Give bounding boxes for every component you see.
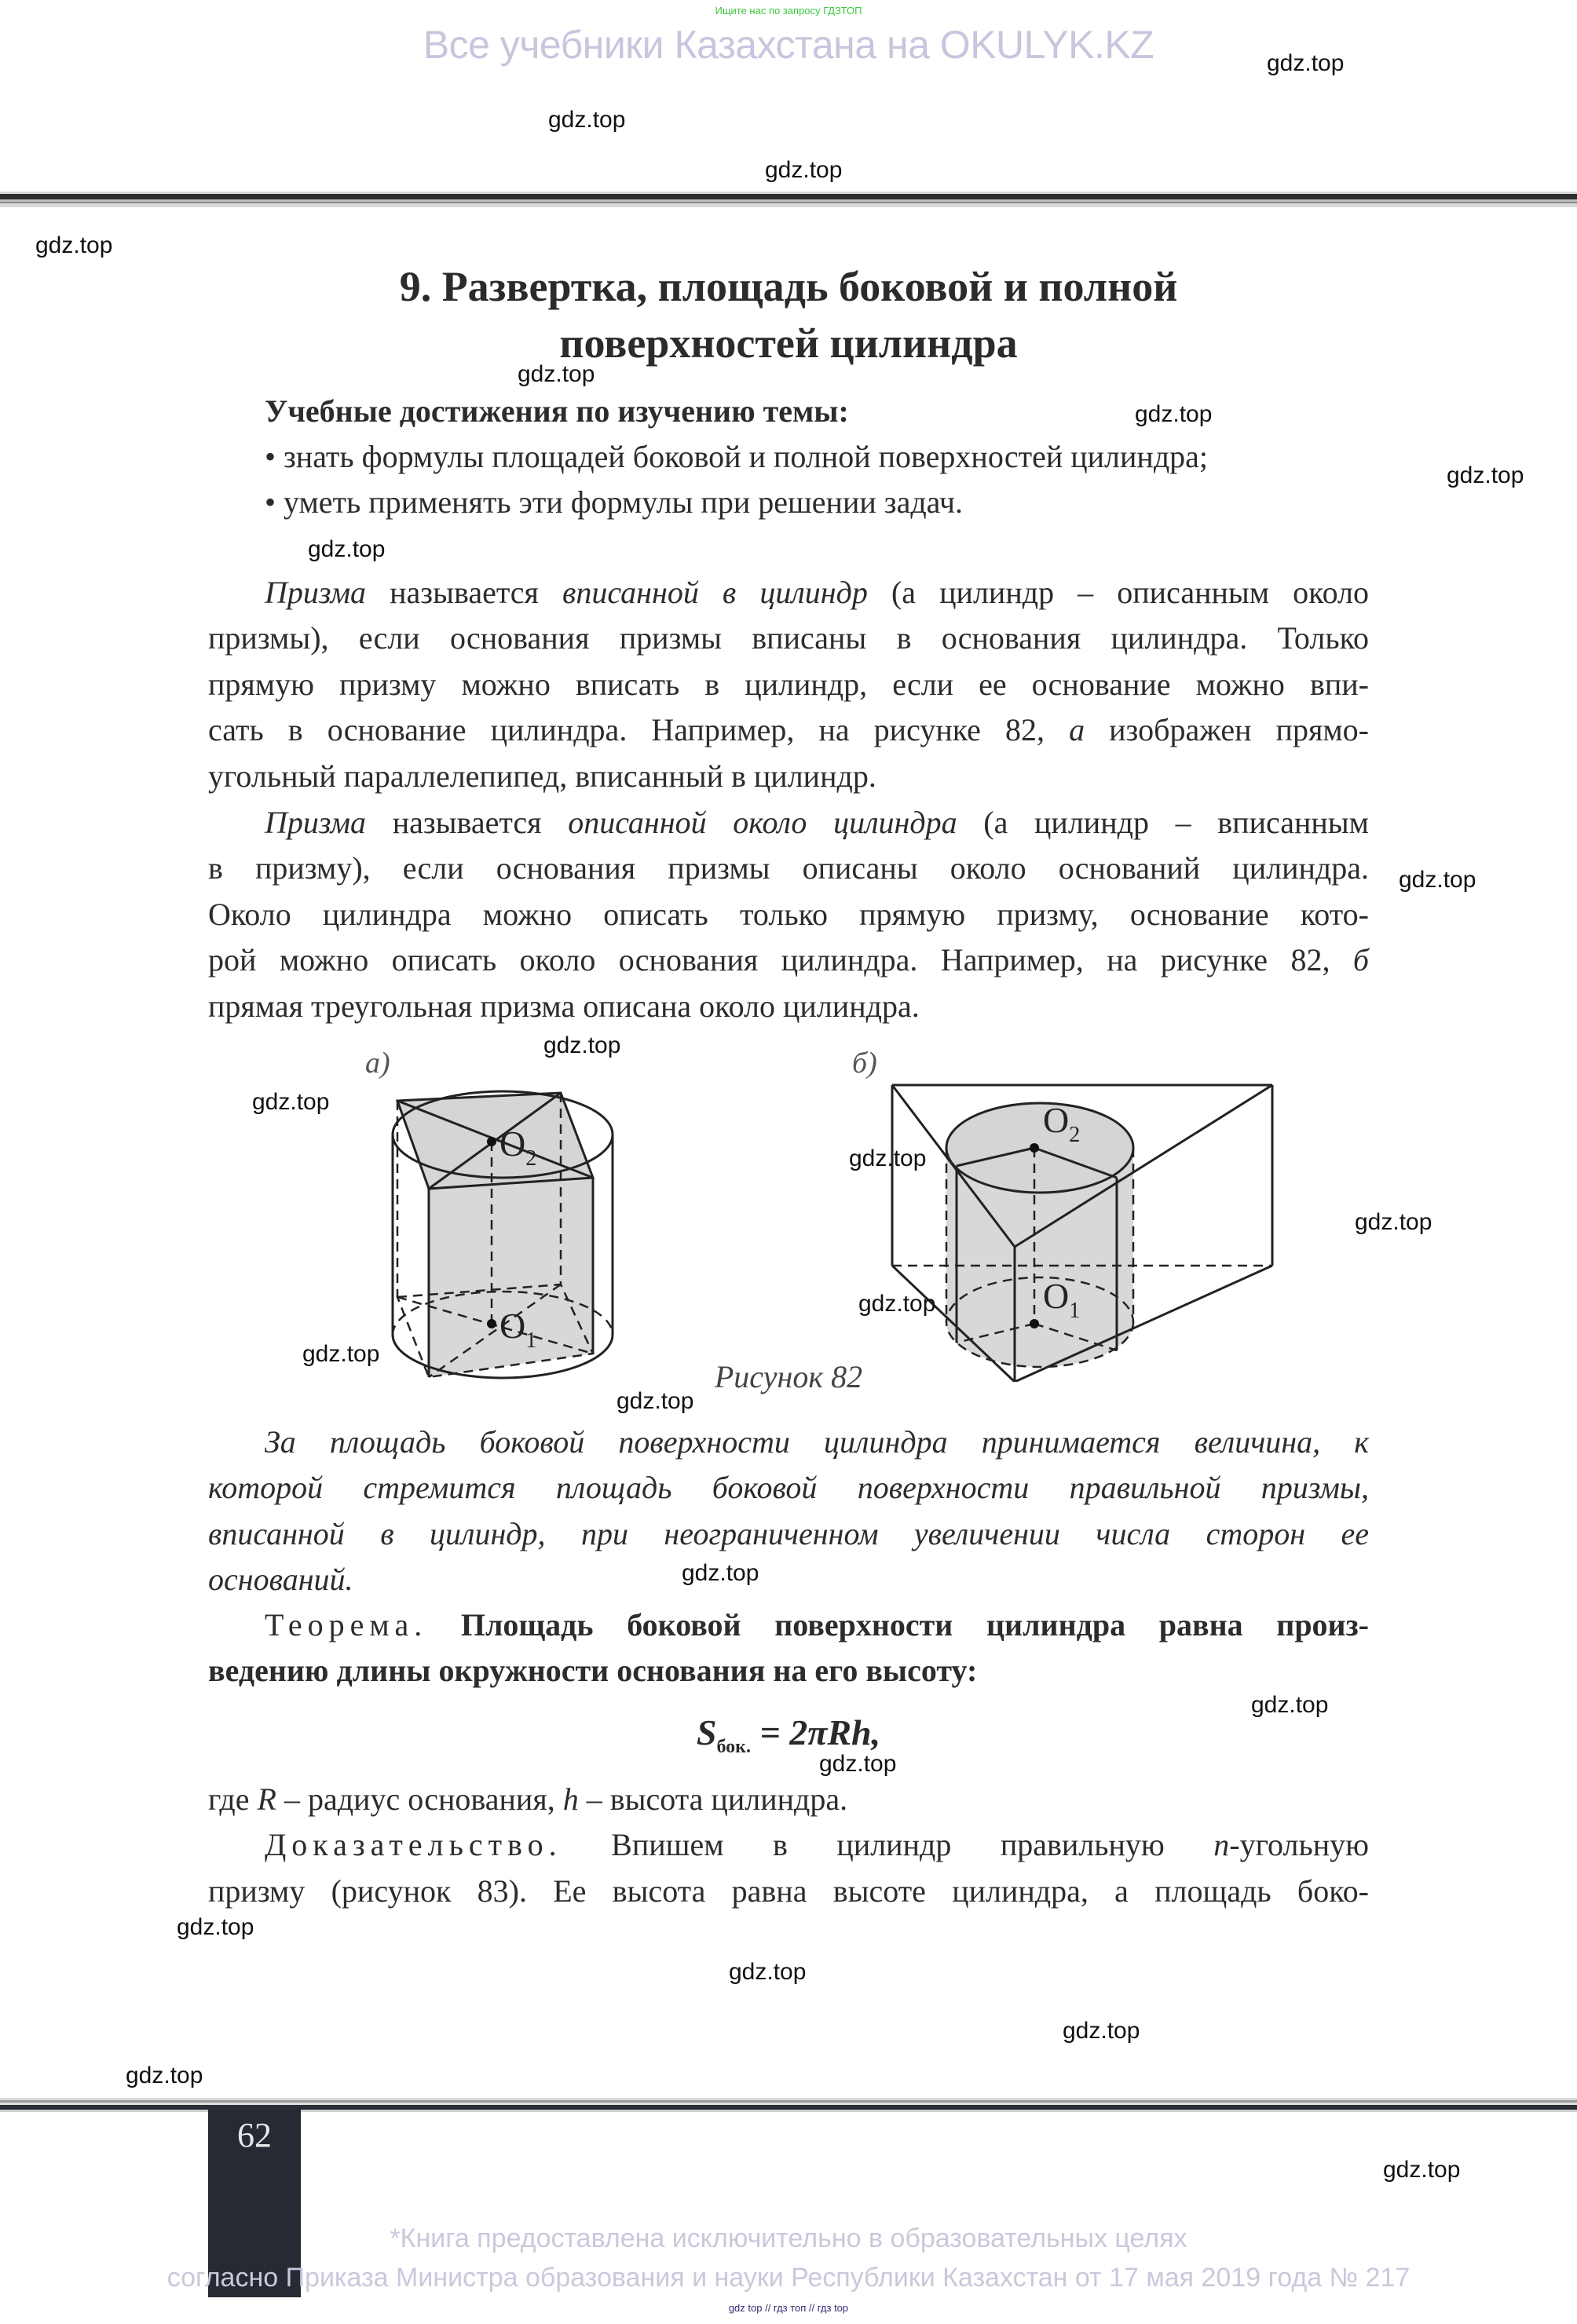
footer-note-line1: *Книга предоставлена исключительно в образовательных целях: [390, 2224, 1187, 2253]
var-n: n: [1213, 1827, 1230, 1862]
definition-line: За площадь боковой поверхности цилиндра принимается величина, к: [265, 1424, 1369, 1460]
watermark-text: gdz.top: [819, 1751, 897, 1777]
term-prism: Призма: [265, 805, 367, 840]
point-o1-label: $O_1$: [1043, 1276, 1081, 1323]
text: – радиус основания,: [276, 1781, 563, 1817]
section-title-line1: 9. Развертка, площадь боковой и полной: [399, 263, 1178, 310]
watermark-text: gdz.top: [1355, 1209, 1432, 1235]
footer-note-line2: согласно Приказа Министра образования и науки Республики Казахстан от 17 мая 2019 года № 217: [166, 2263, 1411, 2293]
top-rule-divider: [0, 192, 1577, 207]
text: – высота цилиндра.: [578, 1781, 848, 1817]
definition-line: вписанной в цилиндр, при неограниченном увеличении числа сторон ее: [208, 1516, 1369, 1551]
watermark-text: gdz.top: [682, 1560, 759, 1586]
formula-subscript: бок.: [716, 1737, 751, 1758]
text: называется: [366, 805, 569, 840]
inscribed-prism-cylinder-figure: [377, 1068, 628, 1382]
page-number: 62: [237, 2116, 272, 2154]
watermark-text: gdz.top: [177, 1914, 254, 1940]
paragraph1-line: прямую призму можно вписать в цилиндр, если ее основание можно впи-: [208, 667, 1369, 702]
watermark-text: gdz.top: [252, 1089, 330, 1115]
figure-label-a: а): [365, 1047, 390, 1080]
point-o1-label: $O_1$: [499, 1306, 537, 1353]
figure-label-b: б): [852, 1047, 877, 1080]
term-circumscribed: описанной около цилиндра: [568, 805, 957, 840]
lateral-area-formula: [0, 1712, 1577, 1758]
theorem-label: Теорема.: [265, 1607, 428, 1643]
definition-line: которой стремится площадь боковой поверхности правильной призмы,: [208, 1470, 1369, 1505]
site-banner[interactable]: Все учебники Казахстана на OKULYK.KZ: [423, 23, 1154, 67]
proof-label: Доказательство.: [265, 1827, 562, 1862]
text: Впишем в цилиндр правильную: [562, 1827, 1214, 1862]
watermark-text: gdz.top: [765, 157, 843, 183]
watermark-text: gdz.top: [543, 1032, 621, 1058]
watermark-text: gdz.top: [1399, 867, 1476, 893]
theorem-line2: ведению длины окружности основания на его высоту:: [208, 1653, 978, 1688]
theorem-text: Площадь боковой поверхности цилиндра равна произ-: [427, 1607, 1369, 1643]
footer-tiny-links[interactable]: gdz top // гдз топ // гдз top: [728, 2302, 849, 2314]
point-o2-label: $O_2$: [1043, 1100, 1081, 1147]
watermark-text: gdz.top: [302, 1341, 380, 1367]
watermark-text: gdz.top: [1251, 1692, 1329, 1718]
text: сать в основание цилиндра. Например, на рисунке 82,: [208, 712, 1045, 747]
proof-line1: [265, 1829, 1369, 1861]
watermark-text: gdz.top: [126, 2063, 203, 2088]
text: рой можно описать около основания цилиндра. Например, на рисунке 82,: [208, 942, 1330, 977]
watermark-text: gdz.top: [729, 1959, 807, 1985]
formula-lhs: S: [696, 1712, 717, 1752]
learning-outcomes-heading: Учебные достижения по изучению темы:: [265, 393, 849, 429]
formula-rhs: = 2πRh,: [751, 1712, 881, 1752]
figure-ref-b: б: [1352, 942, 1369, 977]
watermark-text: gdz.top: [308, 536, 386, 562]
text: где: [208, 1781, 258, 1817]
var-h: h: [562, 1781, 579, 1817]
text: (а цилиндр – описанным около: [867, 575, 1370, 610]
figure-caption: Рисунок 82: [714, 1359, 863, 1394]
watermark-text: gdz.top: [518, 361, 595, 387]
paragraph2-line1: [265, 807, 1369, 839]
watermark-text: gdz.top: [1063, 2018, 1140, 2044]
term-inscribed: вписанной в цилиндр: [562, 575, 868, 610]
paragraph1-line: угольный параллелепипед, вписанный в цилиндр.: [208, 758, 876, 794]
term-prism: Призма: [265, 575, 367, 610]
text: (а цилиндр – вписанным: [957, 805, 1369, 840]
watermark-text: gdz.top: [858, 1291, 936, 1317]
paragraph1-line: [208, 714, 1369, 746]
learning-outcome-item: • уметь применять эти формулы при решении задач.: [265, 484, 963, 520]
theorem-line1: [265, 1607, 1369, 1643]
circumscribed-prism-cylinder-figure: [887, 1068, 1280, 1382]
formula-note: [208, 1781, 1369, 1817]
paragraph2-line: в призму), если основания призмы описаны около оснований цилиндра.: [208, 850, 1369, 886]
watermark-text: gdz.top: [35, 232, 113, 258]
proof-line2: призму (рисунок 83). Ее высота равна высоте цилиндра, а площадь боко-: [208, 1873, 1369, 1909]
section-title-line2: поверхностей цилиндра: [559, 320, 1018, 367]
figure-ref-a: а: [1069, 712, 1085, 747]
search-hint: Ищите нас по запросу ГДЗТОП: [715, 5, 862, 16]
watermark-text: gdz.top: [849, 1146, 927, 1171]
paragraph1-line1: [265, 577, 1369, 608]
watermark-text: gdz.top: [1383, 2157, 1461, 2183]
learning-outcome-item: • знать формулы площадей боковой и полной поверхностей цилиндра;: [265, 439, 1209, 474]
paragraph2-line: [208, 942, 1369, 977]
text: изображен прямо-: [1085, 712, 1369, 747]
paragraph2-line: Около цилиндра можно описать только прямую призму, основание кото-: [208, 897, 1369, 932]
text: называется: [366, 575, 563, 610]
paragraph1-line: призмы), если основания призмы вписаны в основания цилиндра. Только: [208, 620, 1369, 656]
watermark-text: gdz.top: [548, 107, 626, 133]
watermark-text: gdz.top: [1267, 50, 1345, 76]
text: -угольную: [1229, 1827, 1369, 1862]
var-R: R: [257, 1781, 276, 1817]
point-o2-label: $O_2$: [499, 1124, 537, 1171]
watermark-text: gdz.top: [1135, 401, 1213, 427]
definition-line: оснований.: [208, 1562, 353, 1597]
watermark-text: gdz.top: [1447, 462, 1524, 488]
watermark-text: gdz.top: [617, 1388, 694, 1414]
paragraph2-line: прямая треугольная призма описана около цилиндра.: [208, 988, 920, 1024]
